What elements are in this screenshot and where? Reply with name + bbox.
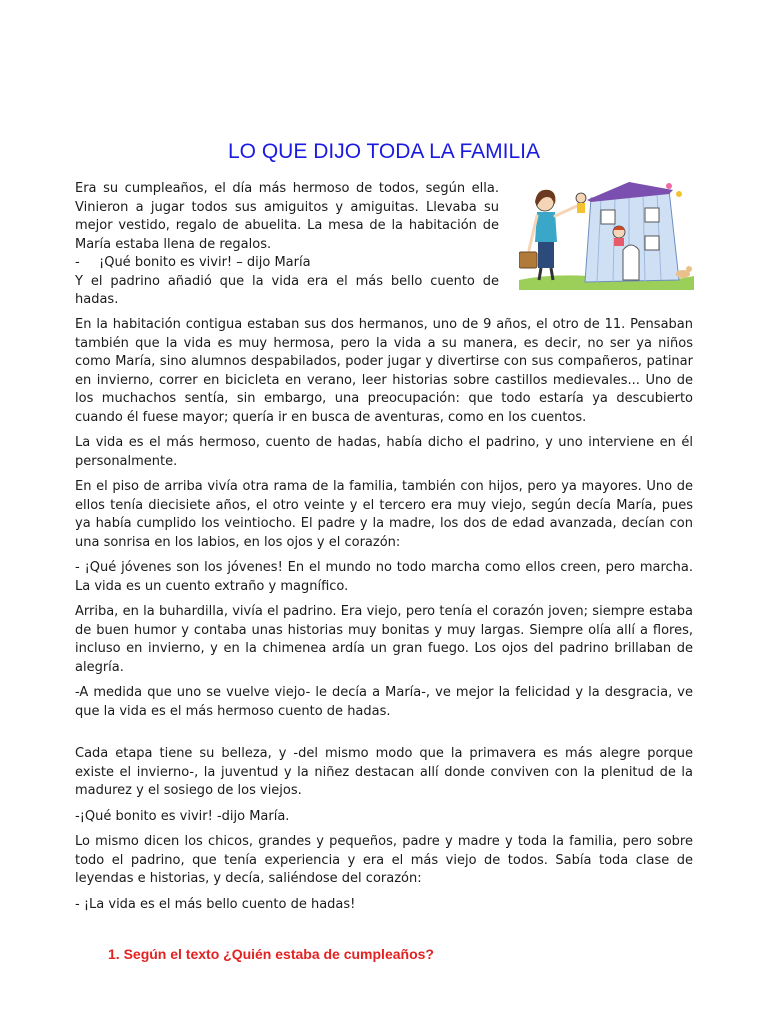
- dialogue-quote: ¡Qué bonito es vivir! – dijo María: [99, 255, 311, 270]
- dialogue-line: [75, 254, 499, 273]
- story-paragraph: La vida es el más hermoso, cuento de hadas, había dicho el padrino, y uno interviene en él personalmente.: [75, 435, 693, 469]
- story-paragraph: -A medida que uno se vuelve viejo- le decía a María-, ve mejor la felicidad y la desgracia, ve que la vida es el más hermoso cuento de hadas.: [75, 685, 693, 719]
- story-paragraph: Cada etapa tiene su belleza, y -del mismo modo que la primavera es más alegre porque existe el invierno-, la juventud y la niñez destacan allí donde conviven con la plenitud de la madurez y el sosiego de los viejos.: [75, 746, 693, 798]
- story-paragraph: En el piso de arriba vivía otra rama de la familia, también con hijos, pero ya mayores. Uno de ellos tenía diecisiete años, el otro veinte y el tercero era muy viejo, según decía María, pues ya había cumplido los veintiocho. El padre y la madre, los dos de edad avanzada, decían con una sonrisa en los labios, en los ojos y el corazón:: [75, 479, 693, 550]
- story-paragraph: - ¡Qué jóvenes son los jóvenes! En el mundo no todo marcha como ellos creen, pero marcha. La vida es un cuento extraño y magnífico.: [75, 560, 693, 594]
- story-paragraph: - ¡La vida es el más bello cuento de hadas!: [75, 896, 356, 912]
- story-paragraph: Arriba, en la buhardilla, vivía el padrino. Era viejo, pero tenía el corazón joven; siempre estaba de buen humor y contaba unas historias muy bonitas y muy largas. Siempre olía allí a flores, incluso en invierno, y en la chimenea ardía un gran fuego. Los ojos del padrino brillaban de alegría.: [75, 604, 693, 675]
- intro-block: [75, 180, 499, 310]
- story-paragraph: -¡Qué bonito es vivir! -dijo María.: [75, 808, 290, 824]
- story-paragraph: Lo mismo dicen los chicos, grandes y pequeños, padre y madre y toda la familia, pero sobre todo el padrino, que tenía experiencia y era el más viejo de todos. Sabía toda clase de leyendas e historias, y decía, saliéndose del corazón:: [75, 834, 693, 886]
- intro-paragraph: Era su cumpleaños, el día más hermoso de todos, según ella. Vinieron a jugar todos sus amiguitos y amiguitas. Llevaba su mejor vestido, regalo de abuelita. La mesa de la habitación de María estaba llena de regalos.: [75, 181, 499, 252]
- story-paragraph: En la habitación contigua estaban sus dos hermanos, uno de 9 años, el otro de 11. Pensaban también que la vida es muy hermosa, pero la vida a su manera, es decir, no ser ya niños como María, sino alumnos despabilados, poder jugar y divertirse con sus compañeros, patinar en invierno, correr en bicicleta en verano, leer historias sobre castillos medievales... Uno de los muchachos sentía, sin embargo, una preocupación: que todo estaría ya descubierto cuando él fuese mayor; quería ir en busca de aventuras, como en los cuentos.: [75, 317, 693, 425]
- dialogue-dash: -: [75, 255, 80, 270]
- family-house-illustration-icon: [519, 180, 694, 290]
- question-1: 1. Según el texto ¿Quién estaba de cumpleaños?: [108, 946, 434, 962]
- document-title: LO QUE DIJO TODA LA FAMILIA: [228, 140, 540, 163]
- story-body: [75, 316, 693, 921]
- dialogue-continuation: Y el padrino añadió que la vida era el más bello cuento de hadas.: [75, 273, 499, 307]
